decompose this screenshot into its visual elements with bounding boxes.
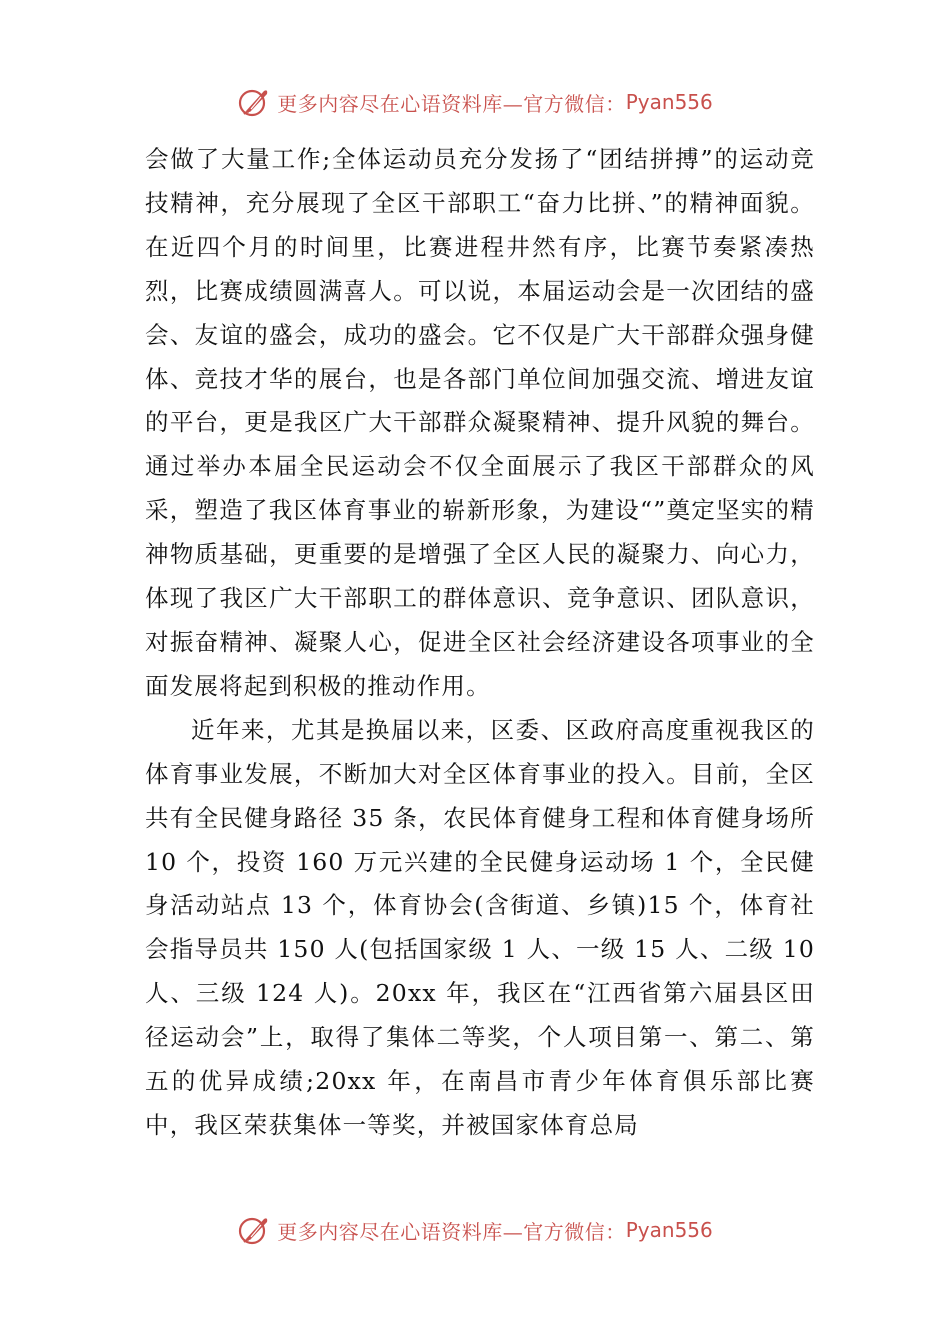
quill-in-circle-icon bbox=[237, 1213, 271, 1247]
quill-in-circle-icon bbox=[237, 85, 271, 119]
body-paragraph: 会做了大量工作;全体运动员充分发扬了“团结拼搏”的运动竞技精神，充分展现了全区干部职工“奋力比拼、”的精神面貌。在近四个月的时间里，比赛进程井然有序，比赛节奏紧凑热烈，比赛成绩圆满喜人。可以说，本届运动会是一次团结的盛会、友谊的盛会，成功的盛会。它不仅是广大干部群众强身健体、竞技才华的展台，也是各部门单位间加强交流、增进友谊的平台，更是我区广大干部群众凝聚精神、提升风貌的舞台。通过举办本届全民运动会不仅全面展示了我区干部群众的风采，塑造了我区体育事业的崭新形象，为建设“”奠定坚实的精神物质基础，更重要的是增强了全区人民的凝聚力、向心力，体现了我区广大干部职工的群体意识、竞争意识、团队意识，对振奋精神、凝聚人心，促进全区社会经济建设各项事业的全面发展将起到积极的推动作用。 bbox=[145, 145, 815, 700]
header-banner bbox=[0, 82, 950, 122]
banner-text: 更多内容尽在心语资料库—官方微信： bbox=[277, 91, 626, 116]
body-paragraph: 近年来，尤其是换届以来，区委、区政府高度重视我区的体育事业发展，不断加大对全区体育事业的投入。目前，全区共有全民健身路径 35 条，农民体育健身工程和体育健身场所 10 个，投资 160 万元兴建的全民健身运动场 1 个，全民健身活动站点 13 个，体育协会(含街道、乡镇)15 个，体育社会指导员共 150 人(包括国家级 1 人、一级 15 人、二级 10 人、三级 124 人)。20xx 年，我区在“江西省第六届县区田径运动会”上，取得了集体二等奖，个人项目第一、第二、第五的优异成绩;20xx 年，在南昌市青少年体育俱乐部比赛中，我区荣获集体一等奖，并被国家体育总局 bbox=[145, 715, 815, 1139]
wechat-handle: Pyan556 bbox=[625, 90, 713, 114]
banner-text: 更多内容尽在心语资料库—官方微信： bbox=[277, 1219, 626, 1244]
footer-banner bbox=[0, 1210, 950, 1250]
document-body bbox=[145, 138, 815, 1148]
wechat-handle: Pyan556 bbox=[625, 1218, 713, 1242]
